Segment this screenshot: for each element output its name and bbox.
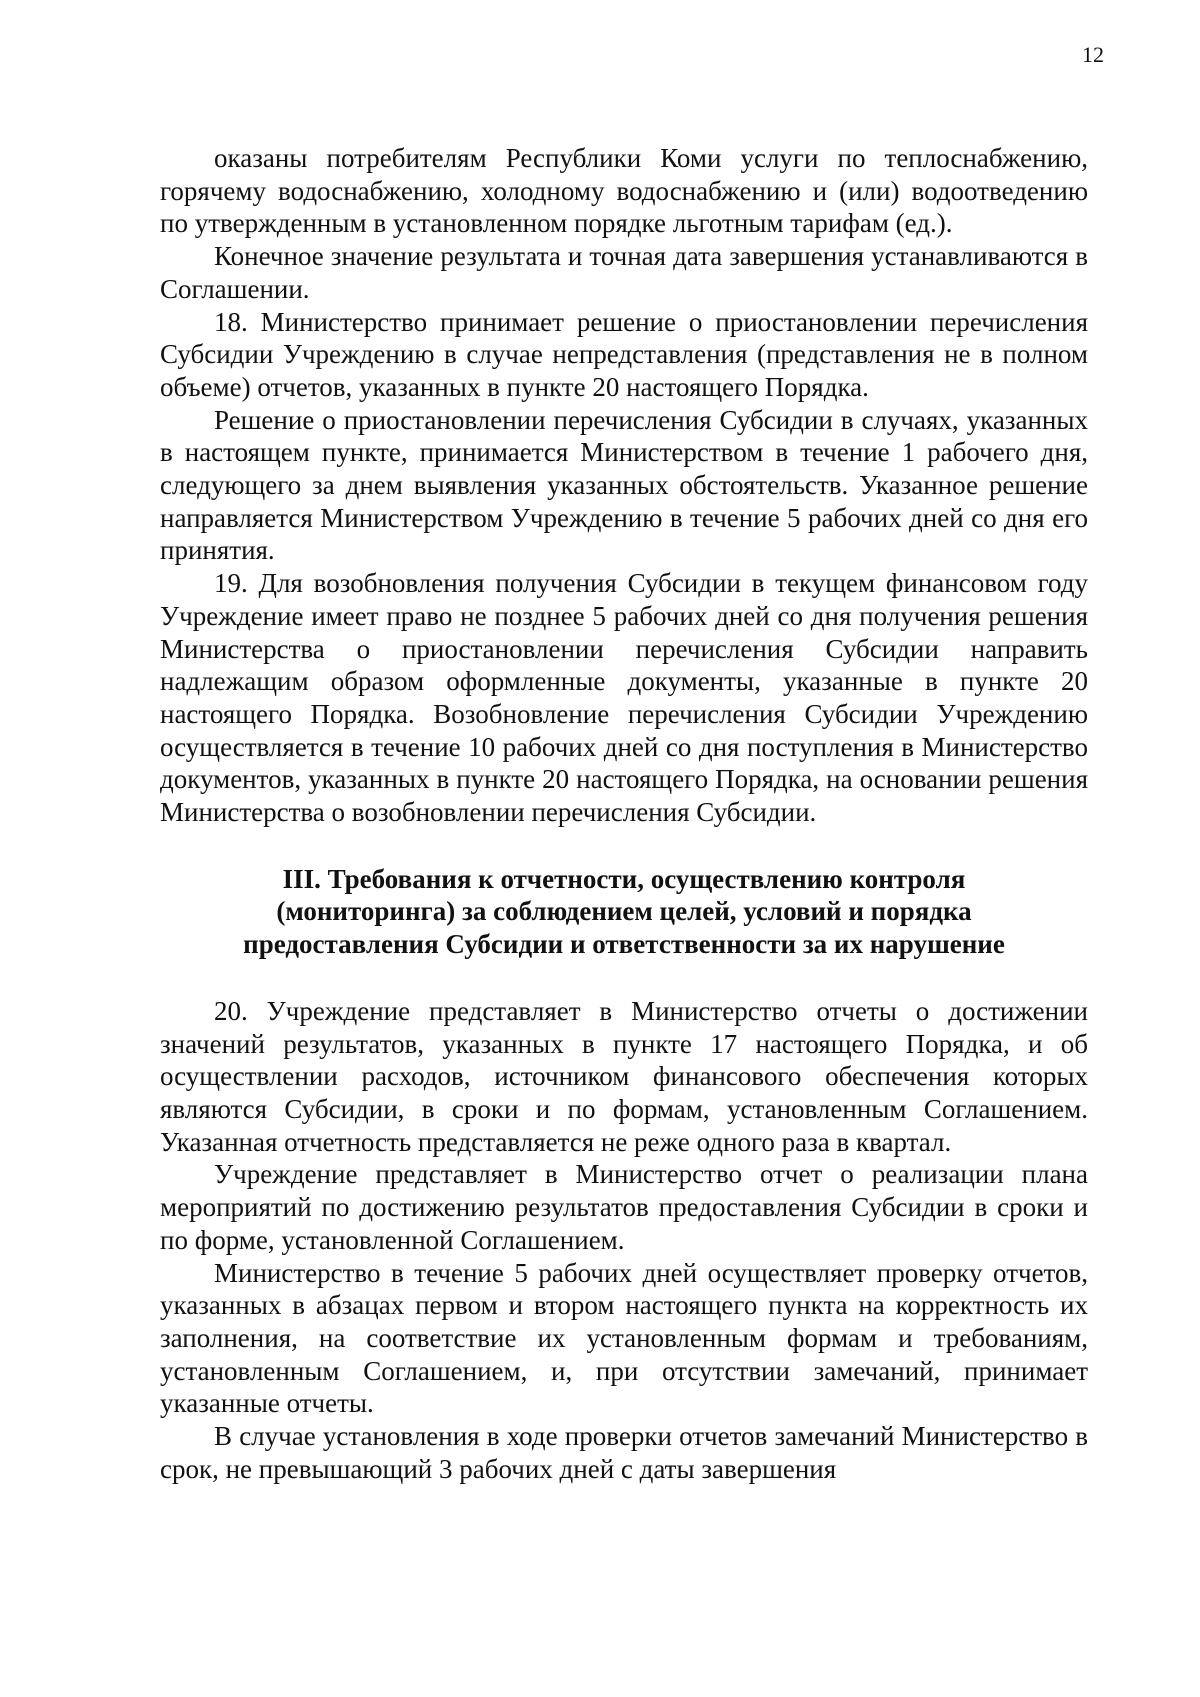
paragraph: 18. Министерство принимает решение о приостановлении перечисления Субсидии Учреждению в случае непредставления (представления не в полном объеме) отчетов, указанных в пункте 20 настоящего Порядка. — [160, 306, 1088, 402]
paragraph: 20. Учреждение представляет в Министерство отчеты о достижении значений результатов, указанных в пункте 17 настоящего Порядка, и об осуществлении расходов, источником финансового обеспечения которых являются Субсидии, в сроки и по формам, установленным Соглашением. Указанная отчетность представляется не реже одного раза в квартал. — [160, 995, 1088, 1157]
section-title-line: (мониторинга) за соблюдением целей, условий и порядка — [276, 896, 972, 927]
paragraph: оказаны потребителям Республики Коми услуги по теплоснабжению, горячему водоснабжению, холодному водоснабжению и (или) водоотведению по утвержденным в установленном порядке льготным тарифам (ед.). — [160, 143, 1088, 239]
section-title-line: III. Требования к отчетности, осуществлению контроля — [282, 863, 966, 894]
paragraph: Министерство в течение 5 рабочих дней осуществляет проверку отчетов, указанных в абзацах первом и втором настоящего пункта на корректность их заполнения, на соответствие их установленным формам и требованиям, установленным Соглашением, и, при отсутствии замечаний, принимает указанные отчеты. — [160, 1257, 1088, 1419]
paragraph: 19. Для возобновления получения Субсидии в текущем финансовом году Учреждение имеет право не позднее 5 рабочих дней со дня получения решения Министерства о приостановлении перечисления Субсидии направить надлежащим образом оформленные документы, указанные в пункте 20 настоящего Порядка. Возобновление перечисления Субсидии Учреждению осуществляется в течение 10 рабочих дней со дня поступления в Министерство документов, указанных в пункте 20 настоящего Порядка, на основании решения Министерства о возобновлении перечисления Субсидии. — [160, 568, 1088, 828]
paragraph: Решение о приостановлении перечисления Субсидии в случаях, указанных в настоящем пункте, принимается Министерством в течение 1 рабочего дня, следующего за днем выявления указанных обстоятельств. Указанное решение направляется Министерством Учреждению в течение 5 рабочих дней со дня его принятия. — [160, 404, 1088, 566]
section-title — [160, 863, 1088, 961]
paragraph: Конечное значение результата и точная дата завершения устанавливаются в Соглашении. — [160, 241, 1088, 304]
section-title-line: предоставления Субсидии и ответственности за их нарушение — [243, 929, 1005, 960]
document-body — [160, 142, 1088, 1485]
paragraph: В случае установления в ходе проверки отчетов замечаний Министерство в срок, не превышающий 3 рабочих дней с даты завершения — [160, 1421, 1088, 1484]
page-number: 12 — [1082, 42, 1104, 67]
paragraph: Учреждение представляет в Министерство отчет о реализации плана мероприятий по достижению результатов предоставления Субсидии в сроки и по форме, установленной Соглашением. — [160, 1159, 1088, 1255]
